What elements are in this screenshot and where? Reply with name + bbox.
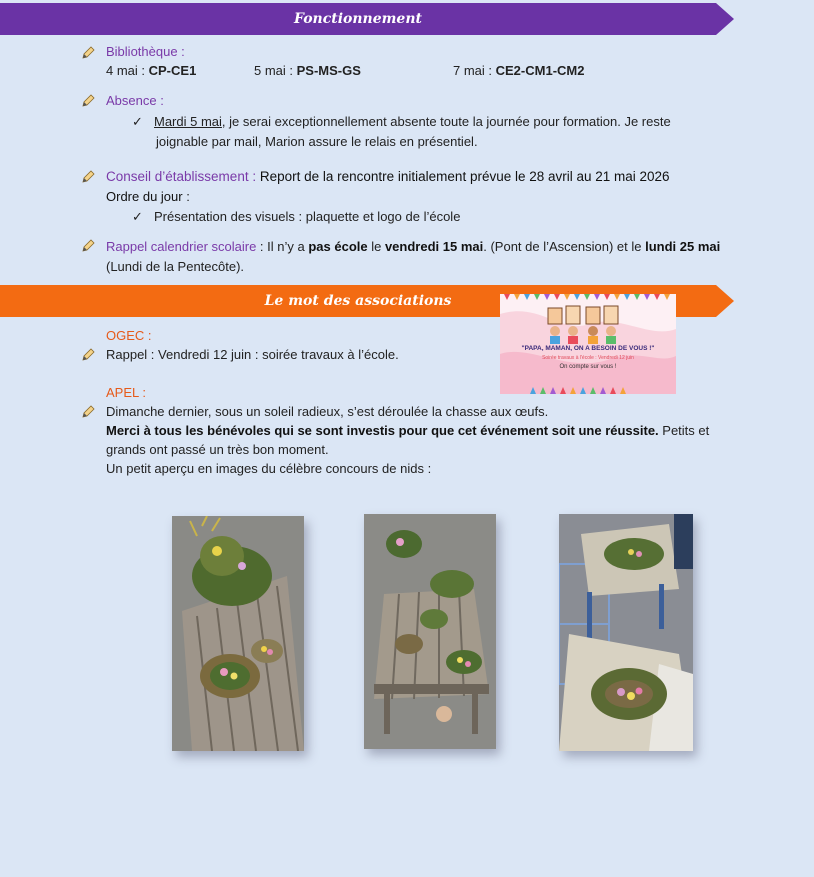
poster-graphic <box>500 294 676 394</box>
nest-photo-1 <box>172 516 304 751</box>
bibliotheque-day-2: 5 mai : PS-MS-GS <box>254 63 361 78</box>
absence-text-line2: joignable par mail, Marion assure le relais en présentiel. <box>156 134 478 149</box>
associations-title: Le mot des associations <box>264 293 452 309</box>
absence-text-line1: ✓ Mardi 5 mai, je serai exceptionnellement absente toute la journée pour formation. Je reste <box>132 114 671 129</box>
pencil-icon <box>80 93 96 109</box>
fonctionnement-banner <box>0 3 716 35</box>
apel-line2: Merci à tous les bénévoles qui se sont investis pour que cet événement soit une réussite. Petits et <box>106 423 710 438</box>
apel-line1: Dimanche dernier, sous un soleil radieux, s’est déroulée la chasse aux œufs. <box>106 404 549 419</box>
pencil-icon <box>80 45 96 61</box>
poster-cta: On compte sur vous ! <box>559 364 617 370</box>
absence-label: Absence : <box>106 93 164 108</box>
bibliotheque-label: Bibliothèque : <box>106 44 185 59</box>
ogec-label: OGEC : <box>106 328 152 343</box>
bibliotheque-day-3: 7 mai : CE2-CM1-CM2 <box>453 63 585 78</box>
banner-arrow <box>716 3 734 35</box>
poster-headline: "PAPA, MAMAN, ON A BESOIN DE VOUS !" <box>521 345 655 352</box>
fonctionnement-title: Fonctionnement <box>294 11 422 27</box>
check-icon: ✓ <box>132 114 143 129</box>
pencil-icon <box>80 169 96 185</box>
conseil-line: Conseil d’établissement : Report de la rencontre initialement prévue le 28 avril au 21 mai 2026 <box>106 169 670 184</box>
poster-image <box>500 294 676 394</box>
rappel-line2: (Lundi de la Pentecôte). <box>106 259 245 274</box>
poster-subtitle: Soirée travaux à l'école : Vendredi 12 juin <box>542 355 634 361</box>
pencil-icon <box>80 238 96 254</box>
ogec-text: Rappel : Vendredi 12 juin : soirée travaux à l’école. <box>106 347 399 362</box>
apel-line4: Un petit aperçu en images du célèbre concours de nids : <box>106 461 432 476</box>
ordre-du-jour: Ordre du jour : <box>106 189 190 204</box>
bibliotheque-day-1: 4 mai : CP-CE1 <box>106 63 197 78</box>
nest-photo-2 <box>364 514 496 749</box>
apel-label: APEL : <box>106 385 146 400</box>
banner-arrow <box>716 285 734 317</box>
rappel-line1: Rappel calendrier scolaire : Il n’y a pas école le vendredi 15 mai. (Pont de l’Ascension) et le lundi 25 mai <box>106 239 721 254</box>
apel-line3: grands ont passé un très bon moment. <box>106 442 329 457</box>
check-icon: ✓ <box>132 209 143 224</box>
nest-photo-3 <box>559 514 693 751</box>
pencil-icon <box>80 404 96 420</box>
ordre-du-jour-item: ✓ Présentation des visuels : plaquette et logo de l’école <box>132 209 461 224</box>
pencil-icon <box>80 347 96 363</box>
